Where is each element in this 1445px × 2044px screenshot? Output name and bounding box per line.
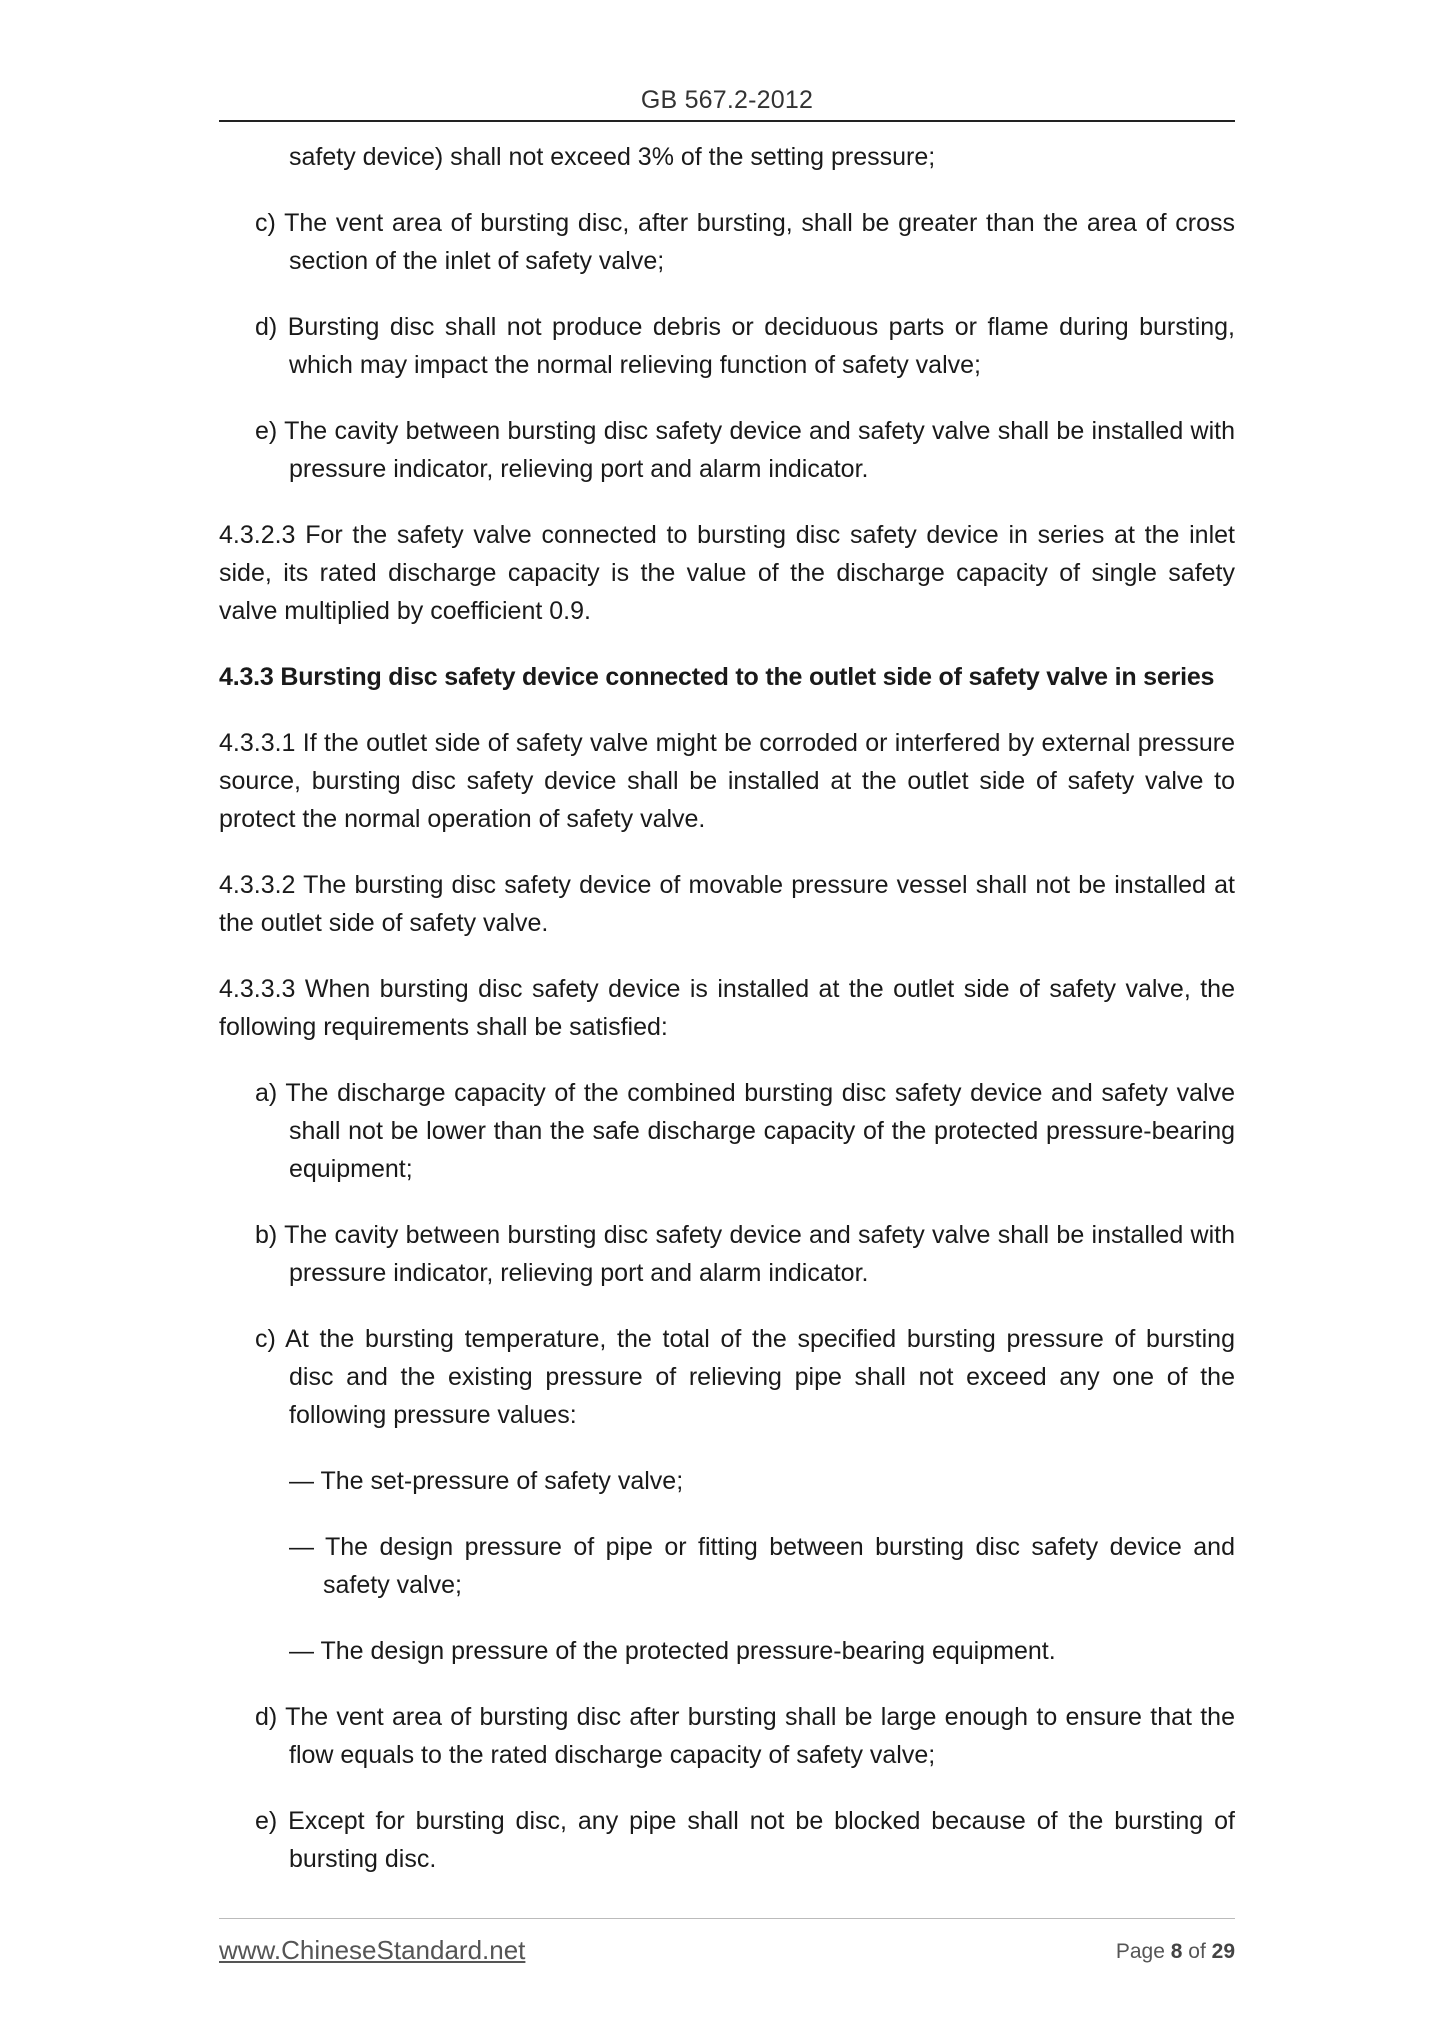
pressure-value-item: — The set-pressure of safety valve; [289, 1467, 684, 1495]
list-item-e: e) The cavity between bursting disc safety device and safety valve shall be installed with pressure indicator, relieving port and alarm indicator. [255, 417, 1235, 483]
document-header-title: GB 567.2-2012 [640, 86, 814, 114]
header-divider [219, 120, 1235, 122]
requirement-item-d: d) The vent area of bursting disc after bursting shall be large enough to ensure that the flow equals to the rated discharge capacity of safety valve; [255, 1703, 1235, 1769]
document-body [219, 138, 1235, 1906]
current-page: 8 [1170, 1940, 1183, 1963]
clause-4-3-2-3: 4.3.2.3 For the safety valve connected to bursting disc safety device in series at the inlet side, its rated discharge capacity is the value of the discharge capacity of single safety valve multiplied by coefficient 0.9. [219, 521, 1235, 625]
page-of-label: of [1188, 1940, 1206, 1963]
requirement-item-e: e) Except for bursting disc, any pipe shall not be blocked because of the bursting of bursting disc. [255, 1807, 1235, 1873]
page-label: Page [1115, 1940, 1165, 1963]
clause-4-3-3-3: 4.3.3.3 When bursting disc safety device is installed at the outlet side of safety valve, the following requirements shall be satisfied: [219, 975, 1235, 1041]
pressure-value-item: — The design pressure of the protected pressure-bearing equipment. [289, 1637, 1056, 1665]
pressure-value-item: — The design pressure of pipe or fitting between bursting disc safety device and safety valve; [289, 1533, 1235, 1599]
requirement-item-a: a) The discharge capacity of the combined bursting disc safety device and safety valve shall not be lower than the safe discharge capacity of the protected pressure-bearing equipment; [255, 1079, 1235, 1183]
section-heading-4-3-3: 4.3.3 Bursting disc safety device connected to the outlet side of safety valve in series [219, 663, 1215, 691]
list-item-c: c) The vent area of bursting disc, after bursting, shall be greater than the area of cross section of the inlet of safety valve; [255, 209, 1235, 275]
list-item-d: d) Bursting disc shall not produce debris or deciduous parts or flame during bursting, which may impact the normal relieving function of safety valve; [255, 313, 1235, 379]
continuation-text: safety device) shall not exceed 3% of the setting pressure; [289, 143, 936, 171]
page-number [1116, 1940, 1235, 1964]
clause-4-3-3-2: 4.3.3.2 The bursting disc safety device of movable pressure vessel shall not be installed at the outlet side of safety valve. [219, 871, 1235, 937]
footer-divider [219, 1918, 1235, 1919]
total-pages: 29 [1211, 1940, 1235, 1963]
clause-4-3-3-1: 4.3.3.1 If the outlet side of safety valve might be corroded or interfered by external pressure source, bursting disc safety device shall be installed at the outlet side of safety valve to protect the normal operation of safety valve. [219, 729, 1235, 833]
requirement-item-b: b) The cavity between bursting disc safety device and safety valve shall be installed with pressure indicator, relieving port and alarm indicator. [255, 1221, 1235, 1287]
website-link[interactable]: www.ChineseStandard.net [219, 1935, 526, 1965]
requirement-item-c: c) At the bursting temperature, the total of the specified bursting pressure of bursting disc and the existing pressure of relieving pipe shall not exceed any one of the following pressure values: [255, 1325, 1235, 1429]
